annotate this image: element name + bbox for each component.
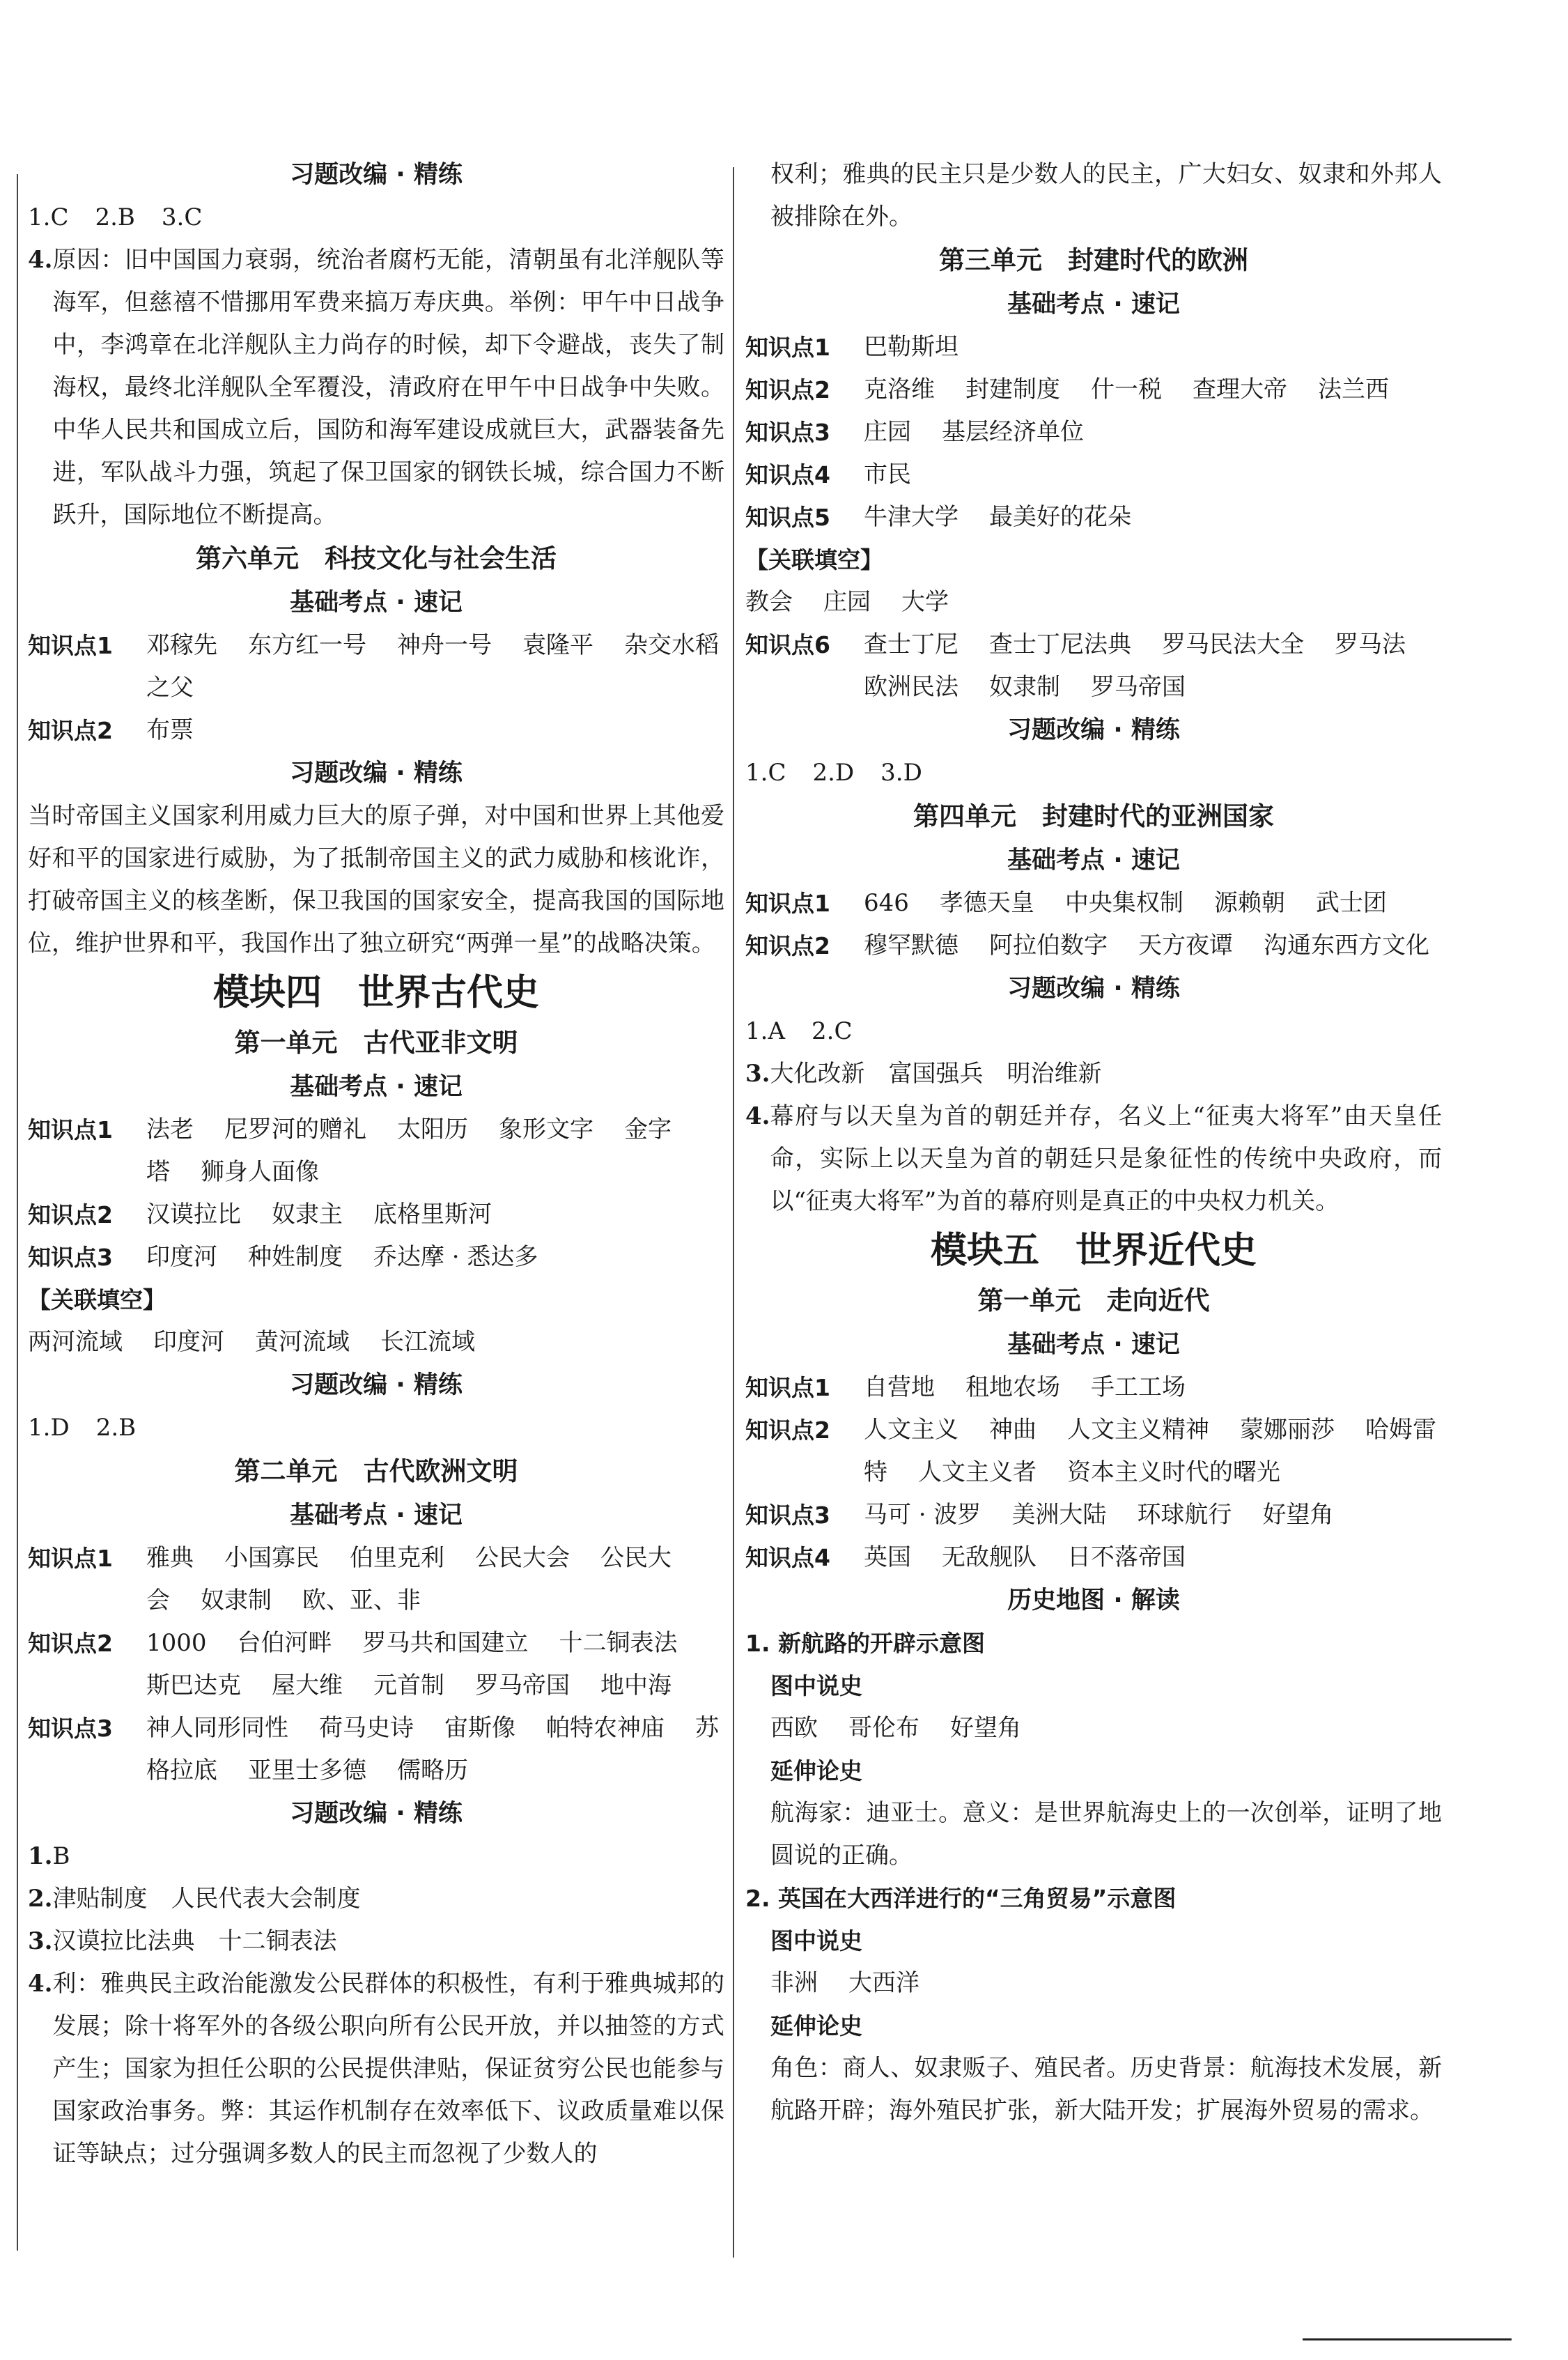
knowledge-point [745,925,1442,967]
unit-heading: 第六单元 科技文化与社会生活 [196,543,557,573]
answer-line [745,1010,1442,1053]
section-heading: 基础考点 · 速记 [1007,847,1180,874]
question [28,1963,724,2175]
answer-line [28,1407,724,1449]
knowledge-point-label: 知识点1 [745,1374,830,1401]
term: 孝德天皇 [939,889,1034,917]
term: 哥伦布 [848,1714,919,1742]
knowledge-point-label: 知识点3 [28,1715,113,1742]
term: 日不落帝国 [1067,1543,1186,1571]
knowledge-point-terms [146,1622,724,1707]
question-answer: 汉谟拉比法典 十二铜表法 [52,1927,337,1955]
knowledge-point-terms [864,411,1442,454]
term: 欧、亚、非 [302,1587,421,1614]
knowledge-point-terms [146,1109,724,1194]
section-heading: 基础考点 · 速记 [1007,291,1180,318]
term: 元首制 [373,1672,444,1699]
knowledge-point-label: 知识点1 [28,1545,113,1572]
term: 阿拉伯数字 [989,932,1108,959]
answer: 1.A [745,1017,785,1045]
question [28,1835,724,1878]
term: 公民大会 [475,1544,570,1572]
answer: 3.D [880,759,922,787]
term: 查士丁尼 [864,631,958,658]
map-item-title: 2. 英国在大西洋进行的“三角贸易”示意图 [745,1885,1177,1912]
term: 尼罗河的赠礼 [224,1116,366,1143]
bottom-rule [1303,2338,1512,2340]
term: 地中海 [600,1672,672,1699]
term: 袁隆平 [522,631,593,659]
knowledge-point-label: 知识点1 [28,632,113,659]
map-item-title: 1. 新航路的开辟示意图 [745,1630,985,1657]
section-heading: 基础考点 · 速记 [290,1502,463,1529]
knowledge-point [745,369,1442,411]
knowledge-point-terms [864,882,1442,925]
term: 西欧 [770,1714,818,1742]
question-answer: 津贴制度 人民代表大会制度 [52,1885,361,1913]
map-subheading: 延伸论史 [770,1757,862,1784]
knowledge-point-terms [146,1194,724,1236]
term: 最美好的花朵 [989,503,1131,531]
knowledge-point-terms [864,369,1442,411]
term: 中央集权制 [1064,889,1183,917]
term: 神舟一号 [397,631,492,659]
question-number: 4. [28,246,53,274]
section-heading: 基础考点 · 速记 [1007,1331,1180,1359]
map-paragraph: 角色：商人、奴隶贩子、殖民者。历史背景：航海技术发展，新航路开辟；海外殖民扩张，新大陆开发；扩展海外贸易的需求。 [770,2054,1442,2124]
knowledge-point-label: 知识点3 [745,419,830,446]
term: 哈姆雷特 [864,1416,1436,1486]
knowledge-point [745,496,1442,539]
map-terms [745,1707,1442,1750]
unit-heading: 第一单元 走向近代 [977,1286,1210,1316]
fill-blank-terms [745,581,1442,624]
question-number: 4. [745,1102,770,1130]
knowledge-point-label: 知识点2 [28,1201,113,1228]
map-paragraph: 航海家：迪亚士。意义：是世界航海史上的一次创举，证明了地圆说的正确。 [770,1799,1442,1869]
question-number: 2. [28,1885,53,1913]
section-heading: 基础考点 · 速记 [290,1073,463,1101]
term: 人文主义者 [918,1458,1037,1486]
knowledge-point-terms [864,1409,1442,1494]
knowledge-point [745,882,1442,925]
term: 印度河 [153,1328,224,1356]
knowledge-point [745,411,1442,454]
question-number: 4. [28,1970,53,1998]
knowledge-point-label: 知识点2 [28,1630,113,1657]
term: 底格里斯河 [373,1201,492,1228]
map-subheading: 图中说史 [770,1672,862,1699]
term: 庄园 [823,588,871,616]
term: 公民大会 [146,1544,672,1614]
term: 法兰西 [1318,376,1389,403]
knowledge-point [745,454,1442,496]
term: 穆罕默德 [864,932,958,959]
knowledge-point [28,1707,724,1792]
knowledge-point-label: 知识点2 [28,717,113,744]
map-terms [745,1962,1442,2005]
knowledge-point-label: 知识点1 [745,890,830,917]
term: 亚里士多德 [248,1757,366,1784]
section-heading: 习题改编 · 精练 [290,1800,463,1828]
answer: 2.C [812,1017,853,1045]
knowledge-point-terms [864,624,1442,709]
answer: 2.D [812,759,855,787]
section-heading: 习题改编 · 精练 [290,161,463,189]
term: 太阳历 [397,1116,468,1143]
term: 台伯河畔 [237,1629,332,1657]
knowledge-point-terms [864,1536,1442,1579]
knowledge-point [28,1109,724,1194]
term: 市民 [864,461,911,488]
term: 教会 [745,588,793,616]
knowledge-point [745,326,1442,369]
term: 好望角 [1262,1501,1334,1529]
fill-blank-heading: 【关联填空】 [745,546,883,573]
unit-heading: 第一单元 古代亚非文明 [234,1028,518,1058]
term: 什一税 [1091,376,1162,403]
term: 欧洲民法 [864,673,958,701]
term: 646 [864,889,909,917]
term: 武士团 [1315,889,1387,917]
module-heading: 模块四 世界古代史 [212,972,539,1014]
term: 神人同形同性 [146,1714,288,1742]
question [28,1878,724,1920]
term: 儒略历 [397,1757,468,1784]
knowledge-point [28,1236,724,1279]
term: 罗马帝国 [475,1672,570,1699]
knowledge-point [745,1409,1442,1494]
map-subheading: 延伸论史 [770,2012,862,2039]
term: 天方夜谭 [1138,932,1233,959]
knowledge-point-terms [864,1494,1442,1536]
term: 狮身人面像 [201,1158,319,1186]
knowledge-point-label: 知识点2 [745,376,830,403]
question [28,1920,724,1963]
knowledge-point-label: 知识点4 [745,1544,830,1571]
term: 查士丁尼法典 [989,631,1131,658]
term: 资本主义时代的曙光 [1067,1458,1280,1486]
knowledge-point [28,1537,724,1622]
knowledge-point [745,624,1442,709]
knowledge-point-terms [864,326,1442,369]
knowledge-point-terms [864,1366,1442,1409]
term: 查理大帝 [1193,376,1287,403]
term: 自营地 [864,1373,935,1401]
question-answer: 利：雅典民主政治能激发公民群体的积极性，有利于雅典城邦的发展；除十将军外的各级公职向所有公民开放，并以抽签的方式产生；国家为担任公职的公民提供津贴，保证贫穷公民也能参与国家政治事务。弊：其运作机制存在效率低下、议政质量难以保证等缺点；过分强调多数人的民主而忽视了少数人的 [52,1970,724,2168]
knowledge-point-terms [146,624,724,709]
term: 牛津大学 [864,503,958,531]
section-heading: 习题改编 · 精练 [290,1371,463,1399]
term: 罗马法 [1335,631,1406,658]
knowledge-point-terms [864,496,1442,539]
answer-paragraph: 当时帝国主义国家利用威力巨大的原子弹，对中国和世界上其他爱好和平的国家进行威胁，为了抵制帝国主义的武力威胁和核讹诈，打破帝国主义的核垄断，保卫我国的国家安全，提高我国的国际地位，维护世界和平，我国作出了独立研究“两弹一星”的战略决策。 [28,802,724,957]
knowledge-point [28,709,724,752]
term: 非洲 [770,1969,818,1997]
term: 象形文字 [499,1116,593,1143]
answer-line [745,752,1442,794]
knowledge-point [28,624,724,709]
term: 十二铜表法 [559,1629,678,1657]
question-answer: B [52,1842,70,1870]
section-heading: 历史地图 · 解读 [1007,1587,1180,1614]
section-heading: 习题改编 · 精练 [1007,716,1180,744]
knowledge-point-terms [146,1537,724,1622]
term: 种姓制度 [248,1243,343,1271]
term: 邓稼先 [146,631,217,659]
term: 雅典 [146,1544,194,1572]
term: 源赖朝 [1213,889,1285,917]
question-answer: 幕府与以天皇为首的朝廷并存，名义上“征夷大将军”由天皇任命，实际上以天皇为首的朝廷只是象征性的传统中央政府，而以“征夷大将军”为首的幕府则是真正的中央权力机关。 [770,1102,1442,1215]
term: 屋大维 [272,1672,343,1699]
question [745,1095,1442,1223]
left-column [28,153,724,2175]
term: 斯巴达克 [146,1672,241,1699]
knowledge-point-terms [146,709,724,752]
term: 杂交水稻之父 [146,631,719,702]
term: 沟通东西方文化 [1264,932,1429,959]
term: 无敌舰队 [942,1543,1037,1571]
term: 租地农场 [965,1373,1060,1401]
term: 汉谟拉比 [146,1201,241,1228]
right-column [745,153,1442,2132]
knowledge-point-label: 知识点3 [28,1244,113,1271]
answer: 2.B [95,203,135,231]
knowledge-point [745,1366,1442,1409]
term: 美洲大陆 [1011,1501,1107,1529]
term: 东方红一号 [248,631,366,659]
knowledge-point-label: 知识点1 [745,334,830,361]
term: 1000 [146,1629,207,1657]
section-heading: 基础考点 · 速记 [290,589,463,617]
term: 法老 [146,1116,194,1143]
term: 印度河 [146,1243,217,1271]
term: 人文主义 [864,1416,958,1444]
left-margin-line [17,174,18,2251]
question [745,1053,1442,1095]
answer: 2.B [95,1414,137,1442]
term: 好望角 [950,1714,1021,1742]
term: 黄河流域 [255,1328,350,1356]
unit-heading: 第四单元 封建时代的亚洲国家 [913,801,1274,831]
question-number: 1. [28,1842,53,1870]
term: 克洛维 [864,376,935,403]
map-subheading: 图中说史 [770,1927,862,1954]
question-answer: 原因：旧中国国力衰弱，统治者腐朽无能，清朝虽有北洋舰队等海军，但慈禧不惜挪用军费来搞万寿庆典。举例：甲午中日战争中，李鸿章在北洋舰队主力尚存的时候，却下令避战，丧失了制海权，最终北洋舰队全军覆没，清政府在甲午中日战争中失败。中华人民共和国成立后，国防和海军建设成就巨大，武器装备先进，军队战斗力强，筑起了保卫国家的钢铁长城，综合国力不断跃升，国际地位不断提高。 [52,246,724,529]
knowledge-point-label: 知识点5 [745,504,830,531]
knowledge-point-label: 知识点1 [28,1116,113,1143]
term: 奴隶主 [272,1201,343,1228]
term: 金字塔 [146,1116,672,1186]
fill-blank-terms [28,1321,724,1364]
knowledge-point-label: 知识点3 [745,1502,830,1529]
answer: 1.C [745,759,786,787]
term: 环球航行 [1137,1501,1232,1529]
term: 乔达摩 · 悉达多 [373,1243,538,1271]
knowledge-point-label: 知识点4 [745,461,830,488]
continued-paragraph: 权利；雅典的民主只是少数人的民主，广大妇女、奴隶和外邦人被排除在外。 [770,160,1442,231]
knowledge-point [745,1536,1442,1579]
term: 宙斯像 [444,1714,515,1742]
fill-blank-heading: 【关联填空】 [28,1286,166,1313]
unit-heading: 第三单元 封建时代的欧洲 [939,245,1248,275]
question-answer: 大化改新 富国强兵 明治维新 [770,1060,1102,1088]
section-heading: 习题改编 · 精练 [1007,975,1180,1003]
module-heading: 模块五 世界近代史 [930,1230,1257,1272]
term: 庄园 [864,418,911,446]
term: 罗马民法大全 [1162,631,1304,658]
term: 神曲 [989,1416,1037,1444]
term: 英国 [864,1543,911,1571]
term: 布票 [146,716,194,744]
term: 手工工场 [1091,1373,1186,1401]
term: 荷马史诗 [319,1714,414,1742]
answer: 3.C [161,203,203,231]
term: 蒙娜丽莎 [1240,1416,1335,1444]
term: 奴隶制 [989,673,1060,701]
term: 奴隶制 [201,1587,272,1614]
term: 基层经济单位 [942,418,1084,446]
term: 苏格拉底 [146,1714,719,1784]
knowledge-point-terms [864,925,1442,967]
answer: 1.C [28,203,69,231]
answer-line [28,196,724,239]
term: 伯里克利 [350,1544,444,1572]
knowledge-point [745,1494,1442,1536]
column-divider [733,167,734,2258]
term: 小国寡民 [224,1544,319,1572]
knowledge-point [28,1622,724,1707]
answer: 1.D [28,1414,70,1442]
knowledge-point-label: 知识点2 [745,932,830,959]
term: 封建制度 [965,376,1060,403]
term: 帕特农神庙 [546,1714,665,1742]
question-number: 3. [745,1060,770,1088]
question-4 [28,239,724,537]
knowledge-point [28,1194,724,1236]
term: 长江流域 [380,1328,475,1356]
term: 人文主义精神 [1067,1416,1209,1444]
knowledge-point-label: 知识点2 [745,1417,830,1444]
term: 巴勒斯坦 [864,333,958,361]
term: 大学 [901,588,949,616]
term: 两河流域 [28,1328,123,1356]
term: 罗马帝国 [1091,673,1186,701]
unit-heading: 第二单元 古代欧洲文明 [234,1456,518,1486]
section-heading: 习题改编 · 精练 [290,759,463,787]
question-number: 3. [28,1927,53,1955]
knowledge-point-terms [146,1236,724,1279]
knowledge-point-label: 知识点6 [745,631,830,658]
knowledge-point-terms [864,454,1442,496]
term: 罗马共和国建立 [362,1629,529,1657]
term: 大西洋 [848,1969,919,1997]
term: 马可 · 波罗 [864,1501,981,1529]
knowledge-point-terms [146,1707,724,1792]
